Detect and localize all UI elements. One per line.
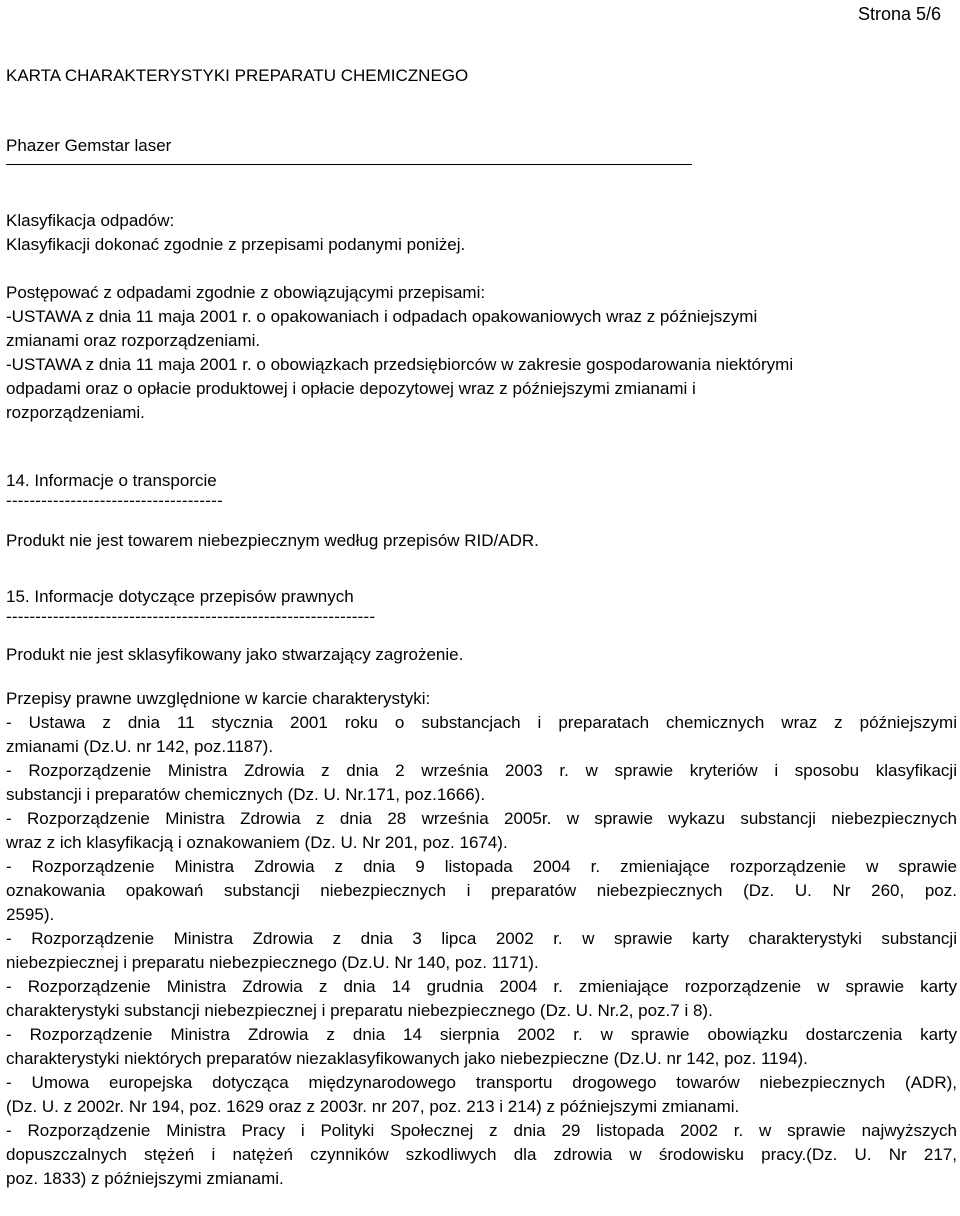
legal-reference-line: charakterystyki substancji niebezpiecznej i preparatu niebezpiecznego (Dz. U. Nr.2, poz.7 i 8). [6,1001,713,1020]
legal-reference-line: dopuszczalnych stężeń i natężeń czynników szkodliwych dla zdrowia w środowisku pracy.(Dz. U. Nr 217, [6,1145,957,1164]
legal-reference-line: - Rozporządzenie Ministra Zdrowia z dnia 14 sierpnia 2002 r. w sprawie obowiązku dostarczenia karty [6,1025,957,1044]
legal-reference-line: niebezpiecznej i preparatu niebezpiecznego (Dz.U. Nr 140, poz. 1171). [6,953,539,972]
section-15-heading: 15. Informacje dotyczące przepisów prawnych [6,587,354,606]
legal-reference-item [6,855,957,927]
legal-reference-line: - Rozporządzenie Ministra Pracy i Polityki Społecznej z dnia 29 listopada 2002 r. w sprawie najwyższych [6,1121,957,1140]
legal-reference-item [6,1119,957,1191]
legal-reference-line: - Rozporządzenie Ministra Zdrowia z dnia 14 grudnia 2004 r. zmieniające rozporządzenie w sprawie karty [6,977,957,996]
waste-classification-text: Klasyfikacji dokonać zgodnie z przepisami podanymi poniżej. [6,235,466,254]
legal-reference-line: oznakowania opakowań substancji niebezpiecznych i preparatów niebezpiecznych (Dz. U. Nr 260, poz. [6,881,957,900]
legal-reference-item [6,975,957,1023]
section-14-divider: ------------------------------------- [6,491,223,510]
document-title: KARTA CHARAKTERYSTYKI PREPARATU CHEMICZNEGO [6,66,469,85]
legal-reference-line: - Ustawa z dnia 11 stycznia 2001 roku o substancjach i preparatach chemicznych wraz z późniejszymi [6,713,957,732]
legal-reference-item [6,711,957,759]
legal-reference-item [6,807,957,855]
legal-reference-item [6,1023,957,1071]
waste-rules-heading: Postępować z odpadami zgodnie z obowiązującymi przepisami: [6,283,486,302]
legal-reference-line: - Rozporządzenie Ministra Zdrowia z dnia 2 września 2003 r. w sprawie kryteriów i sposobu klasyfikacji [6,761,957,780]
legal-reference-line: wraz z ich klasyfikacją i oznakowaniem (Dz. U. Nr 201, poz. 1674). [6,833,508,852]
page-number: Strona 5/6 [857,4,941,24]
legal-reference-line: poz. 1833) z późniejszymi zmianami. [6,1169,284,1188]
waste-rule-2-line-1: -USTAWA z dnia 11 maja 2001 r. o obowiązkach przedsiębiorców w zakresie gospodarowania niektórymi [6,355,794,374]
document-body [6,64,957,1191]
legal-reference-line: 2595). [6,905,55,924]
waste-rule-2-line-3: rozporządzeniami. [6,403,145,422]
legal-references-heading: Przepisy prawne uwzględnione w karcie charakterystyki: [6,689,431,708]
legal-reference-item [6,759,957,807]
legal-references-list [6,711,957,1191]
legal-reference-line: substancji i preparatów chemicznych (Dz. U. Nr.171, poz.1666). [6,785,486,804]
waste-rule-1-line-2: zmianami oraz rozporządzeniami. [6,331,261,350]
legal-reference-item [6,927,957,975]
legal-reference-line: - Rozporządzenie Ministra Zdrowia z dnia 9 listopada 2004 r. zmieniające rozporządzenie w sprawie [6,857,957,876]
section-14-heading: 14. Informacje o transporcie [6,471,217,490]
legal-reference-line: charakterystyki niektórych preparatów niezaklasyfikowanych jako niebezpieczne (Dz.U. nr 142, poz. 1194). [6,1049,808,1068]
legal-reference-item [6,1071,957,1119]
legal-reference-line: - Rozporządzenie Ministra Zdrowia z dnia 28 września 2005r. w sprawie wykazu substancji niebezpiecznych [6,809,957,828]
section-15-text: Produkt nie jest sklasyfikowany jako stwarzający zagrożenie. [6,645,464,664]
waste-classification-heading: Klasyfikacja odpadów: [6,211,175,230]
product-name: Phazer Gemstar laser [6,136,172,155]
section-14-text: Produkt nie jest towarem niebezpiecznym według przepisów RID/ADR. [6,531,539,550]
legal-reference-line: - Rozporządzenie Ministra Zdrowia z dnia 3 lipca 2002 r. w sprawie karty charakterystyki substancji [6,929,957,948]
legal-reference-line: - Umowa europejska dotycząca międzynarodowego transportu drogowego towarów niebezpiecznych (ADR), [6,1073,957,1092]
waste-rule-2-line-2: odpadami oraz o opłacie produktowej i opłacie depozytowej wraz z późniejszymi zmianami i [6,379,696,398]
legal-reference-line: zmianami (Dz.U. nr 142, poz.1187). [6,737,274,756]
waste-rule-1-line-1: -USTAWA z dnia 11 maja 2001 r. o opakowaniach i odpadach opakowaniowych wraz z późniejszymi [6,307,758,326]
legal-reference-line: (Dz. U. z 2002r. Nr 194, poz. 1629 oraz z 2003r. nr 207, poz. 213 i 214) z późniejszymi zmianami. [6,1097,740,1116]
section-15-divider: --------------------------------------------------------------- [6,607,376,626]
